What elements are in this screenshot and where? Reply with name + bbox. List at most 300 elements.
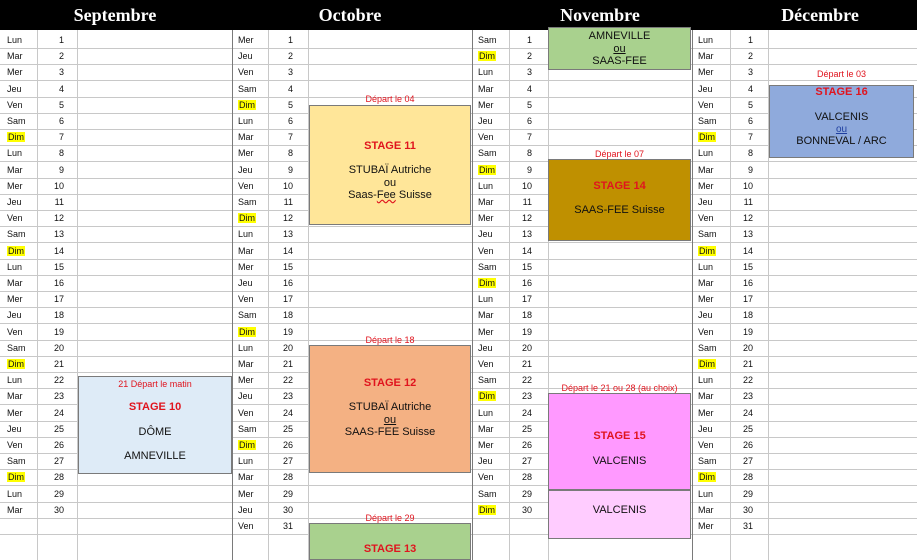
day-name <box>233 259 254 275</box>
stage-title: STAGE 15 <box>593 430 646 442</box>
day-number: 3 <box>58 67 64 78</box>
day-number: 2 <box>287 51 293 62</box>
day-name <box>693 437 714 453</box>
day-name <box>233 502 253 518</box>
day-label: Dim <box>699 472 715 483</box>
day-label: Mer <box>478 213 494 224</box>
day-label: Ven <box>478 245 494 256</box>
calendar-row <box>0 307 917 324</box>
day-label: Jeu <box>478 229 493 240</box>
day-label: Mar <box>478 423 494 434</box>
day-name <box>693 421 713 437</box>
day-label: Jeu <box>698 423 713 434</box>
day-number: 5 <box>747 99 753 110</box>
day-number: 15 <box>53 261 64 272</box>
stage-title: STAGE 12 <box>363 377 417 389</box>
day-number: 1 <box>287 35 293 45</box>
day-name <box>233 421 257 437</box>
text-part: Fee <box>376 189 396 201</box>
day-name <box>2 178 23 194</box>
calendar-row <box>0 226 917 243</box>
day-number: 21 <box>521 359 532 369</box>
day-name <box>693 469 716 485</box>
day-name <box>693 486 713 502</box>
day-number: 17 <box>282 294 293 305</box>
day-number: 11 <box>522 197 532 207</box>
day-name <box>473 453 493 469</box>
day-number: 19 <box>53 326 64 337</box>
day-label: Dim <box>8 472 24 483</box>
day-label: Mar <box>698 164 714 175</box>
day-number: 26 <box>521 440 532 450</box>
day-label: Lun <box>7 261 23 272</box>
day-name <box>2 259 22 275</box>
day-label: Lun <box>238 456 254 467</box>
day-label: Lun <box>478 67 494 78</box>
day-label: Sam <box>7 229 26 240</box>
day-name <box>693 502 714 518</box>
day-number: 21 <box>742 359 753 369</box>
day-number: 24 <box>521 407 532 418</box>
day-name <box>693 324 714 340</box>
day-name <box>473 178 493 194</box>
day-name <box>693 162 714 178</box>
day-label: Sam <box>238 197 257 207</box>
month-header-bar <box>0 0 917 30</box>
stage-line: AMNEVILLE <box>588 30 651 42</box>
day-number: 22 <box>742 375 753 386</box>
day-number: 8 <box>747 148 753 159</box>
stage-line: DÔME <box>138 426 172 438</box>
day-number: 8 <box>526 148 532 159</box>
day-number: 7 <box>58 132 64 143</box>
day-label: Dim <box>239 326 255 337</box>
day-number: 14 <box>53 245 64 256</box>
day-name <box>473 162 496 178</box>
day-label: Lun <box>478 294 494 305</box>
day-number: 4 <box>747 83 753 94</box>
day-label: Ven <box>7 326 23 337</box>
day-name <box>233 469 254 485</box>
day-label: Jeu <box>698 310 713 321</box>
day-name <box>2 324 23 340</box>
day-number: 14 <box>521 245 532 256</box>
day-number: 2 <box>747 51 753 62</box>
day-name <box>233 97 256 113</box>
stage-line: ou <box>835 124 848 135</box>
day-label: Mer <box>7 67 23 78</box>
day-number: 20 <box>282 342 293 353</box>
day-label: Mar <box>698 391 714 402</box>
day-label: Mar <box>698 504 714 515</box>
departure-label: Départ le 21 ou 28 (au choix) <box>561 383 678 393</box>
day-name <box>693 453 717 469</box>
day-label: Ven <box>238 180 254 191</box>
day-number: 11 <box>54 197 64 207</box>
day-number: 4 <box>58 83 64 94</box>
day-name <box>2 210 23 226</box>
day-number: 4 <box>526 83 532 94</box>
day-name <box>233 243 254 259</box>
calendar-row <box>0 48 917 65</box>
day-name <box>233 324 256 340</box>
day-number: 26 <box>282 440 293 450</box>
day-name <box>2 194 22 210</box>
day-name <box>233 372 254 388</box>
day-name <box>693 518 714 534</box>
stage-title: STAGE 14 <box>593 180 646 192</box>
calendar-row <box>0 275 917 292</box>
day-number: 28 <box>53 472 64 483</box>
day-name <box>693 340 717 356</box>
day-name <box>233 210 256 226</box>
stage-line: STUBAÏ Autriche <box>348 164 432 176</box>
day-label: Mar <box>238 472 254 483</box>
day-label: Mer <box>238 375 254 386</box>
day-label: Sam <box>698 116 717 126</box>
day-name <box>693 48 714 64</box>
day-number: 20 <box>742 342 753 353</box>
day-name <box>233 340 253 356</box>
day-label: Mer <box>478 326 494 337</box>
day-label: Mar <box>698 278 714 288</box>
departure-label: Départ le 29 <box>365 513 415 523</box>
day-name <box>693 32 713 48</box>
day-label: Ven <box>7 213 23 224</box>
day-label: Mer <box>698 180 714 191</box>
day-number: 13 <box>521 229 532 240</box>
day-label: Sam <box>238 83 257 94</box>
day-name <box>693 356 716 372</box>
day-name <box>473 405 493 421</box>
day-number: 16 <box>282 278 293 288</box>
day-name <box>233 113 253 129</box>
day-number: 23 <box>521 391 532 402</box>
day-name <box>2 145 22 161</box>
day-label: Sam <box>478 375 497 386</box>
stage-line: SAAS-FEE <box>592 55 647 67</box>
stage-line: VALCENIS <box>592 504 647 516</box>
departure-label: Départ le 07 <box>594 149 645 159</box>
day-name <box>473 226 493 242</box>
day-number: 31 <box>282 521 293 531</box>
day-label: Dim <box>479 504 495 515</box>
day-label: Jeu <box>238 278 253 288</box>
day-name <box>2 372 22 388</box>
day-name <box>233 48 253 64</box>
calendar-row <box>0 32 917 49</box>
day-label: Jeu <box>7 423 22 434</box>
day-number: 9 <box>58 164 64 175</box>
day-name <box>2 502 23 518</box>
day-label: Mar <box>478 310 494 321</box>
day-name <box>2 421 22 437</box>
day-name <box>473 97 494 113</box>
day-number: 25 <box>53 423 64 434</box>
day-number: 29 <box>282 488 293 499</box>
stage-line: BONNEVAL / ARC <box>796 135 887 147</box>
day-number: 10 <box>521 180 532 191</box>
stage-block-11 <box>309 105 471 225</box>
day-name <box>693 405 714 421</box>
day-name <box>2 97 23 113</box>
day-label: Dim <box>699 359 715 369</box>
day-name <box>2 275 23 291</box>
departure-label: Départ le 03 <box>816 69 867 79</box>
day-name <box>233 356 254 372</box>
day-name <box>2 162 23 178</box>
day-name <box>2 113 26 129</box>
day-number: 13 <box>742 229 753 240</box>
day-number: 2 <box>526 51 532 62</box>
day-label: Lun <box>7 488 23 499</box>
day-label: Mer <box>698 67 714 78</box>
day-label: Dim <box>8 359 24 369</box>
day-name <box>473 388 496 404</box>
day-number: 23 <box>53 391 64 402</box>
day-number: 16 <box>742 278 753 288</box>
day-name <box>473 372 497 388</box>
day-label: Ven <box>698 99 714 110</box>
day-name <box>233 307 257 323</box>
day-label: Lun <box>698 148 714 159</box>
day-number: 24 <box>282 407 293 418</box>
day-label: Jeu <box>478 456 493 467</box>
day-number: 23 <box>742 391 753 402</box>
day-label: Ven <box>238 67 254 78</box>
month-title-octobre: Octobre <box>318 5 382 25</box>
departure-label: 21 Départ le matin <box>118 379 192 389</box>
day-name <box>473 291 493 307</box>
day-number: 22 <box>53 375 64 386</box>
day-name <box>473 275 496 291</box>
day-number: 29 <box>742 488 753 499</box>
day-number: 10 <box>742 180 753 191</box>
day-label: Ven <box>478 472 494 483</box>
day-number: 5 <box>526 99 532 110</box>
day-label: Mer <box>238 148 254 159</box>
day-label: Lun <box>698 488 714 499</box>
day-number: 5 <box>287 99 293 110</box>
day-name <box>2 486 22 502</box>
day-number: 12 <box>53 213 64 224</box>
day-number: 10 <box>282 180 293 191</box>
day-name <box>473 486 497 502</box>
day-label: Jeu <box>238 164 253 175</box>
day-number: 14 <box>282 245 293 256</box>
day-number: 5 <box>58 99 64 110</box>
day-number: 25 <box>742 423 753 434</box>
day-number: 7 <box>526 132 532 143</box>
day-label: Mer <box>698 521 714 531</box>
month-title-decembre: Décembre <box>781 5 859 25</box>
day-number: 13 <box>53 229 64 240</box>
day-label: Sam <box>478 488 497 499</box>
day-number: 9 <box>526 164 532 175</box>
day-number: 1 <box>747 35 753 45</box>
day-label: Lun <box>698 35 714 45</box>
day-label: Mar <box>238 359 254 369</box>
day-name <box>233 388 253 404</box>
day-label: Sam <box>238 423 257 434</box>
day-name <box>473 307 494 323</box>
day-number: 16 <box>53 278 64 288</box>
day-label: Lun <box>698 375 714 386</box>
day-number: 17 <box>521 294 532 305</box>
day-name <box>693 388 714 404</box>
day-label: Jeu <box>698 83 713 94</box>
day-label: Dim <box>239 213 255 224</box>
stage-block-16 <box>769 85 914 158</box>
day-number: 10 <box>53 180 64 191</box>
day-name <box>2 340 26 356</box>
stage-block-15-alt <box>548 490 691 539</box>
day-name <box>693 291 714 307</box>
day-label: Mer <box>7 180 23 191</box>
day-number: 30 <box>53 504 64 515</box>
day-name <box>693 194 713 210</box>
day-number: 21 <box>282 359 293 369</box>
day-label: Mer <box>238 261 254 272</box>
day-number: 24 <box>742 407 753 418</box>
day-label: Ven <box>698 326 714 337</box>
text-part: Saas- <box>348 189 377 201</box>
day-number: 12 <box>742 213 753 224</box>
stage-title: STAGE 16 <box>815 86 868 98</box>
day-number: 20 <box>521 342 532 353</box>
day-name <box>2 469 25 485</box>
day-label: Lun <box>478 180 494 191</box>
stage-title: STAGE 11 <box>364 140 416 152</box>
stage-line: ou <box>383 414 397 426</box>
day-label: Sam <box>698 229 717 240</box>
day-label: Dim <box>699 132 715 143</box>
day-label: Sam <box>7 456 26 467</box>
stage-line <box>310 189 470 201</box>
calendar-row <box>0 291 917 308</box>
day-number: 3 <box>287 67 293 78</box>
day-number: 15 <box>521 261 532 272</box>
calendar-row <box>0 486 917 503</box>
day-number: 14 <box>742 245 753 256</box>
day-name <box>473 421 494 437</box>
day-name <box>473 437 494 453</box>
calendar-row <box>0 259 917 276</box>
day-number: 6 <box>287 116 293 126</box>
day-number: 1 <box>526 35 532 45</box>
day-label: Jeu <box>698 197 713 207</box>
day-name <box>233 81 257 97</box>
day-name <box>233 275 253 291</box>
day-number: 21 <box>53 359 64 369</box>
day-name <box>2 48 23 64</box>
stage-block-15 <box>548 393 691 490</box>
day-number: 30 <box>742 504 753 515</box>
day-number: 27 <box>53 456 64 467</box>
day-number: 15 <box>282 261 293 272</box>
day-label: Sam <box>698 342 717 353</box>
day-name <box>693 113 717 129</box>
day-label: Mer <box>238 488 254 499</box>
day-label: Dim <box>479 164 495 175</box>
day-label: Sam <box>478 35 497 45</box>
day-name <box>233 453 253 469</box>
day-number: 16 <box>521 278 532 288</box>
stage-line: STUBAÏ Autriche <box>348 401 432 413</box>
day-number: 25 <box>282 423 293 434</box>
day-name <box>473 469 494 485</box>
day-name <box>2 388 23 404</box>
day-name <box>473 243 494 259</box>
day-label: Lun <box>7 35 23 45</box>
day-name <box>473 502 496 518</box>
day-name <box>693 178 714 194</box>
day-label: Mer <box>478 99 494 110</box>
day-number: 3 <box>747 67 753 78</box>
day-name <box>693 307 713 323</box>
day-number: 29 <box>53 488 64 499</box>
day-label: Lun <box>238 342 254 353</box>
day-name <box>473 210 494 226</box>
stage-line: SAAS-FEE Suisse <box>574 204 665 216</box>
day-number: 29 <box>521 488 532 499</box>
day-label: Mar <box>238 132 254 143</box>
day-name <box>693 129 716 145</box>
day-name <box>473 145 497 161</box>
day-number: 6 <box>58 116 64 126</box>
day-name <box>233 486 254 502</box>
day-number: 30 <box>521 504 532 515</box>
day-name <box>693 372 713 388</box>
day-name <box>2 291 23 307</box>
day-label: Jeu <box>478 342 493 353</box>
day-number: 28 <box>742 472 753 483</box>
day-label: Jeu <box>7 310 22 321</box>
day-name <box>693 226 717 242</box>
day-name <box>473 356 494 372</box>
day-name <box>693 81 713 97</box>
stage-line: SAAS-FEE Suisse <box>344 426 436 438</box>
stage-title: STAGE 10 <box>128 401 182 413</box>
day-name <box>2 129 25 145</box>
day-number: 22 <box>521 375 532 386</box>
day-number: 19 <box>742 326 753 337</box>
day-name <box>693 210 714 226</box>
day-label: Dim <box>699 245 715 256</box>
day-label: Ven <box>698 213 714 224</box>
day-number: 20 <box>53 342 64 353</box>
stage-title: STAGE 13 <box>363 543 417 555</box>
day-label: Dim <box>239 440 255 450</box>
day-number: 24 <box>53 407 64 418</box>
day-number: 6 <box>526 116 532 126</box>
day-name <box>473 48 496 64</box>
day-label: Dim <box>479 278 495 288</box>
day-number: 22 <box>282 375 293 386</box>
day-name <box>233 145 254 161</box>
day-number: 18 <box>53 310 64 321</box>
day-label: Dim <box>479 51 495 62</box>
day-label: Sam <box>698 456 717 467</box>
day-name <box>2 405 23 421</box>
day-label: Ven <box>7 440 23 450</box>
day-number: 15 <box>742 261 753 272</box>
day-label: Sam <box>478 261 497 272</box>
day-name <box>2 356 25 372</box>
day-label: Mer <box>478 440 494 450</box>
day-label: Ven <box>698 440 714 450</box>
day-label: Sam <box>7 342 26 353</box>
